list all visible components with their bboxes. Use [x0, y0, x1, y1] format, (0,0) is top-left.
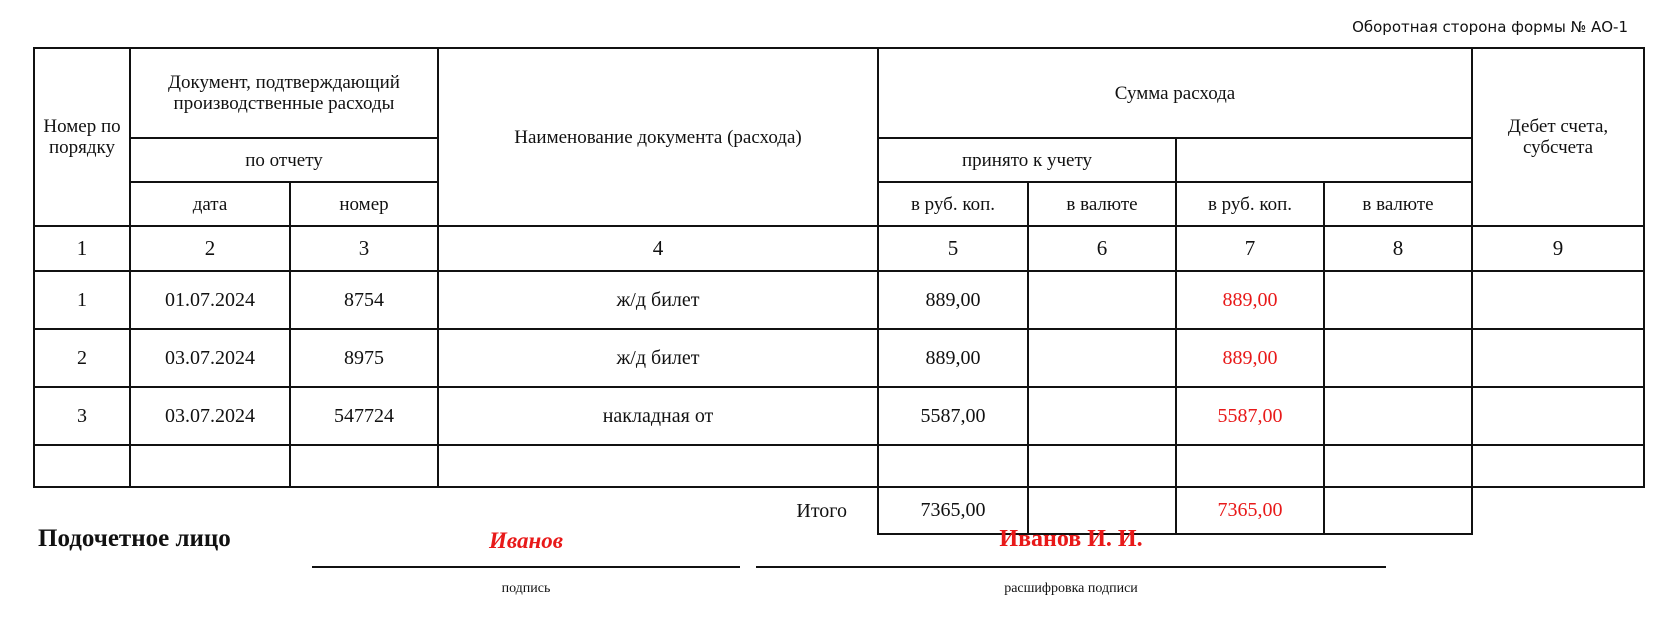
cell-accepted-rub: 5587,00: [1176, 387, 1324, 445]
cell-number: 547724: [290, 387, 438, 445]
header-accepted-currency: в валюте: [1324, 182, 1472, 226]
expense-table: [33, 47, 1645, 535]
header-row-number: Номер по порядку: [34, 48, 130, 226]
cell-empty: [290, 445, 438, 487]
table-row-empty: [34, 445, 1644, 487]
table-row: [34, 271, 1644, 329]
accountable-person-label: Подочетное лицо: [38, 525, 231, 552]
cell-number: 8754: [290, 271, 438, 329]
cell-row-number: 1: [34, 271, 130, 329]
column-number: 8: [1324, 226, 1472, 271]
total-label: Итого: [438, 487, 878, 534]
table-row: [34, 387, 1644, 445]
header-accepted: принято к учету: [878, 138, 1176, 182]
header-date: дата: [130, 182, 290, 226]
header-sum-group: Сумма расхода: [878, 48, 1472, 138]
cell-report-rub: 5587,00: [878, 387, 1028, 445]
header-accepted-rub: в руб. коп.: [1176, 182, 1324, 226]
signature-name-line: [756, 566, 1386, 568]
cell-row-number: 2: [34, 329, 130, 387]
cell-report-rub: 889,00: [878, 329, 1028, 387]
column-number: 3: [290, 226, 438, 271]
cell-debit: [1472, 387, 1644, 445]
cell-empty: [1324, 445, 1472, 487]
cell-empty: [1176, 445, 1324, 487]
cell-date: 03.07.2024: [130, 387, 290, 445]
cell-date: 03.07.2024: [130, 329, 290, 387]
cell-doc-name: ж/д билет: [438, 271, 878, 329]
header-debit: Дебет счета, субсчета: [1472, 48, 1644, 226]
cell-accepted-currency: [1324, 329, 1472, 387]
form-caption: Оборотная сторона формы № АО-1: [1352, 18, 1628, 36]
cell-report-currency: [1028, 329, 1176, 387]
cell-empty: [1028, 445, 1176, 487]
signature-name-value: Иванов И. И.: [999, 526, 1143, 552]
column-number: 9: [1472, 226, 1644, 271]
header-document-group: Документ, подтверждающий производственные расходы: [130, 48, 438, 138]
cell-report-currency: [1028, 271, 1176, 329]
cell-debit: [1472, 271, 1644, 329]
cell-empty: [130, 445, 290, 487]
cell-number: 8975: [290, 329, 438, 387]
cell-doc-name: ж/д билет: [438, 329, 878, 387]
cell-empty: [878, 445, 1028, 487]
column-number: 4: [438, 226, 878, 271]
column-number: 5: [878, 226, 1028, 271]
cell-report-currency: [1028, 387, 1176, 445]
cell-debit: [1472, 329, 1644, 387]
cell-report-rub: 889,00: [878, 271, 1028, 329]
total-accepted-rub: 7365,00: [1176, 487, 1324, 534]
column-number: 2: [130, 226, 290, 271]
cell-accepted-currency: [1324, 271, 1472, 329]
header-report-currency: в валюте: [1028, 182, 1176, 226]
cell-doc-name: накладная от: [438, 387, 878, 445]
header-by-report: по отчету: [130, 138, 438, 182]
column-number: 7: [1176, 226, 1324, 271]
cell-date: 01.07.2024: [130, 271, 290, 329]
cell-row-number: 3: [34, 387, 130, 445]
column-number: 6: [1028, 226, 1176, 271]
signature-value: Иванов: [488, 528, 564, 553]
header-report-rub: в руб. коп.: [878, 182, 1028, 226]
table-row: [34, 329, 1644, 387]
cell-accepted-rub: 889,00: [1176, 271, 1324, 329]
cell-empty: [34, 445, 130, 487]
signature-line: [312, 566, 740, 568]
cell-accepted-currency: [1324, 387, 1472, 445]
cell-accepted-rub: 889,00: [1176, 329, 1324, 387]
header-doc-name: Наименование документа (расхода): [438, 48, 878, 226]
header-number: номер: [290, 182, 438, 226]
signature-caption: подпись: [501, 581, 551, 596]
column-number: 1: [34, 226, 130, 271]
total-report-rub: 7365,00: [878, 487, 1028, 534]
cell-empty: [438, 445, 878, 487]
signature-name-caption: расшифровка подписи: [1004, 581, 1138, 596]
cell-empty: [1472, 445, 1644, 487]
